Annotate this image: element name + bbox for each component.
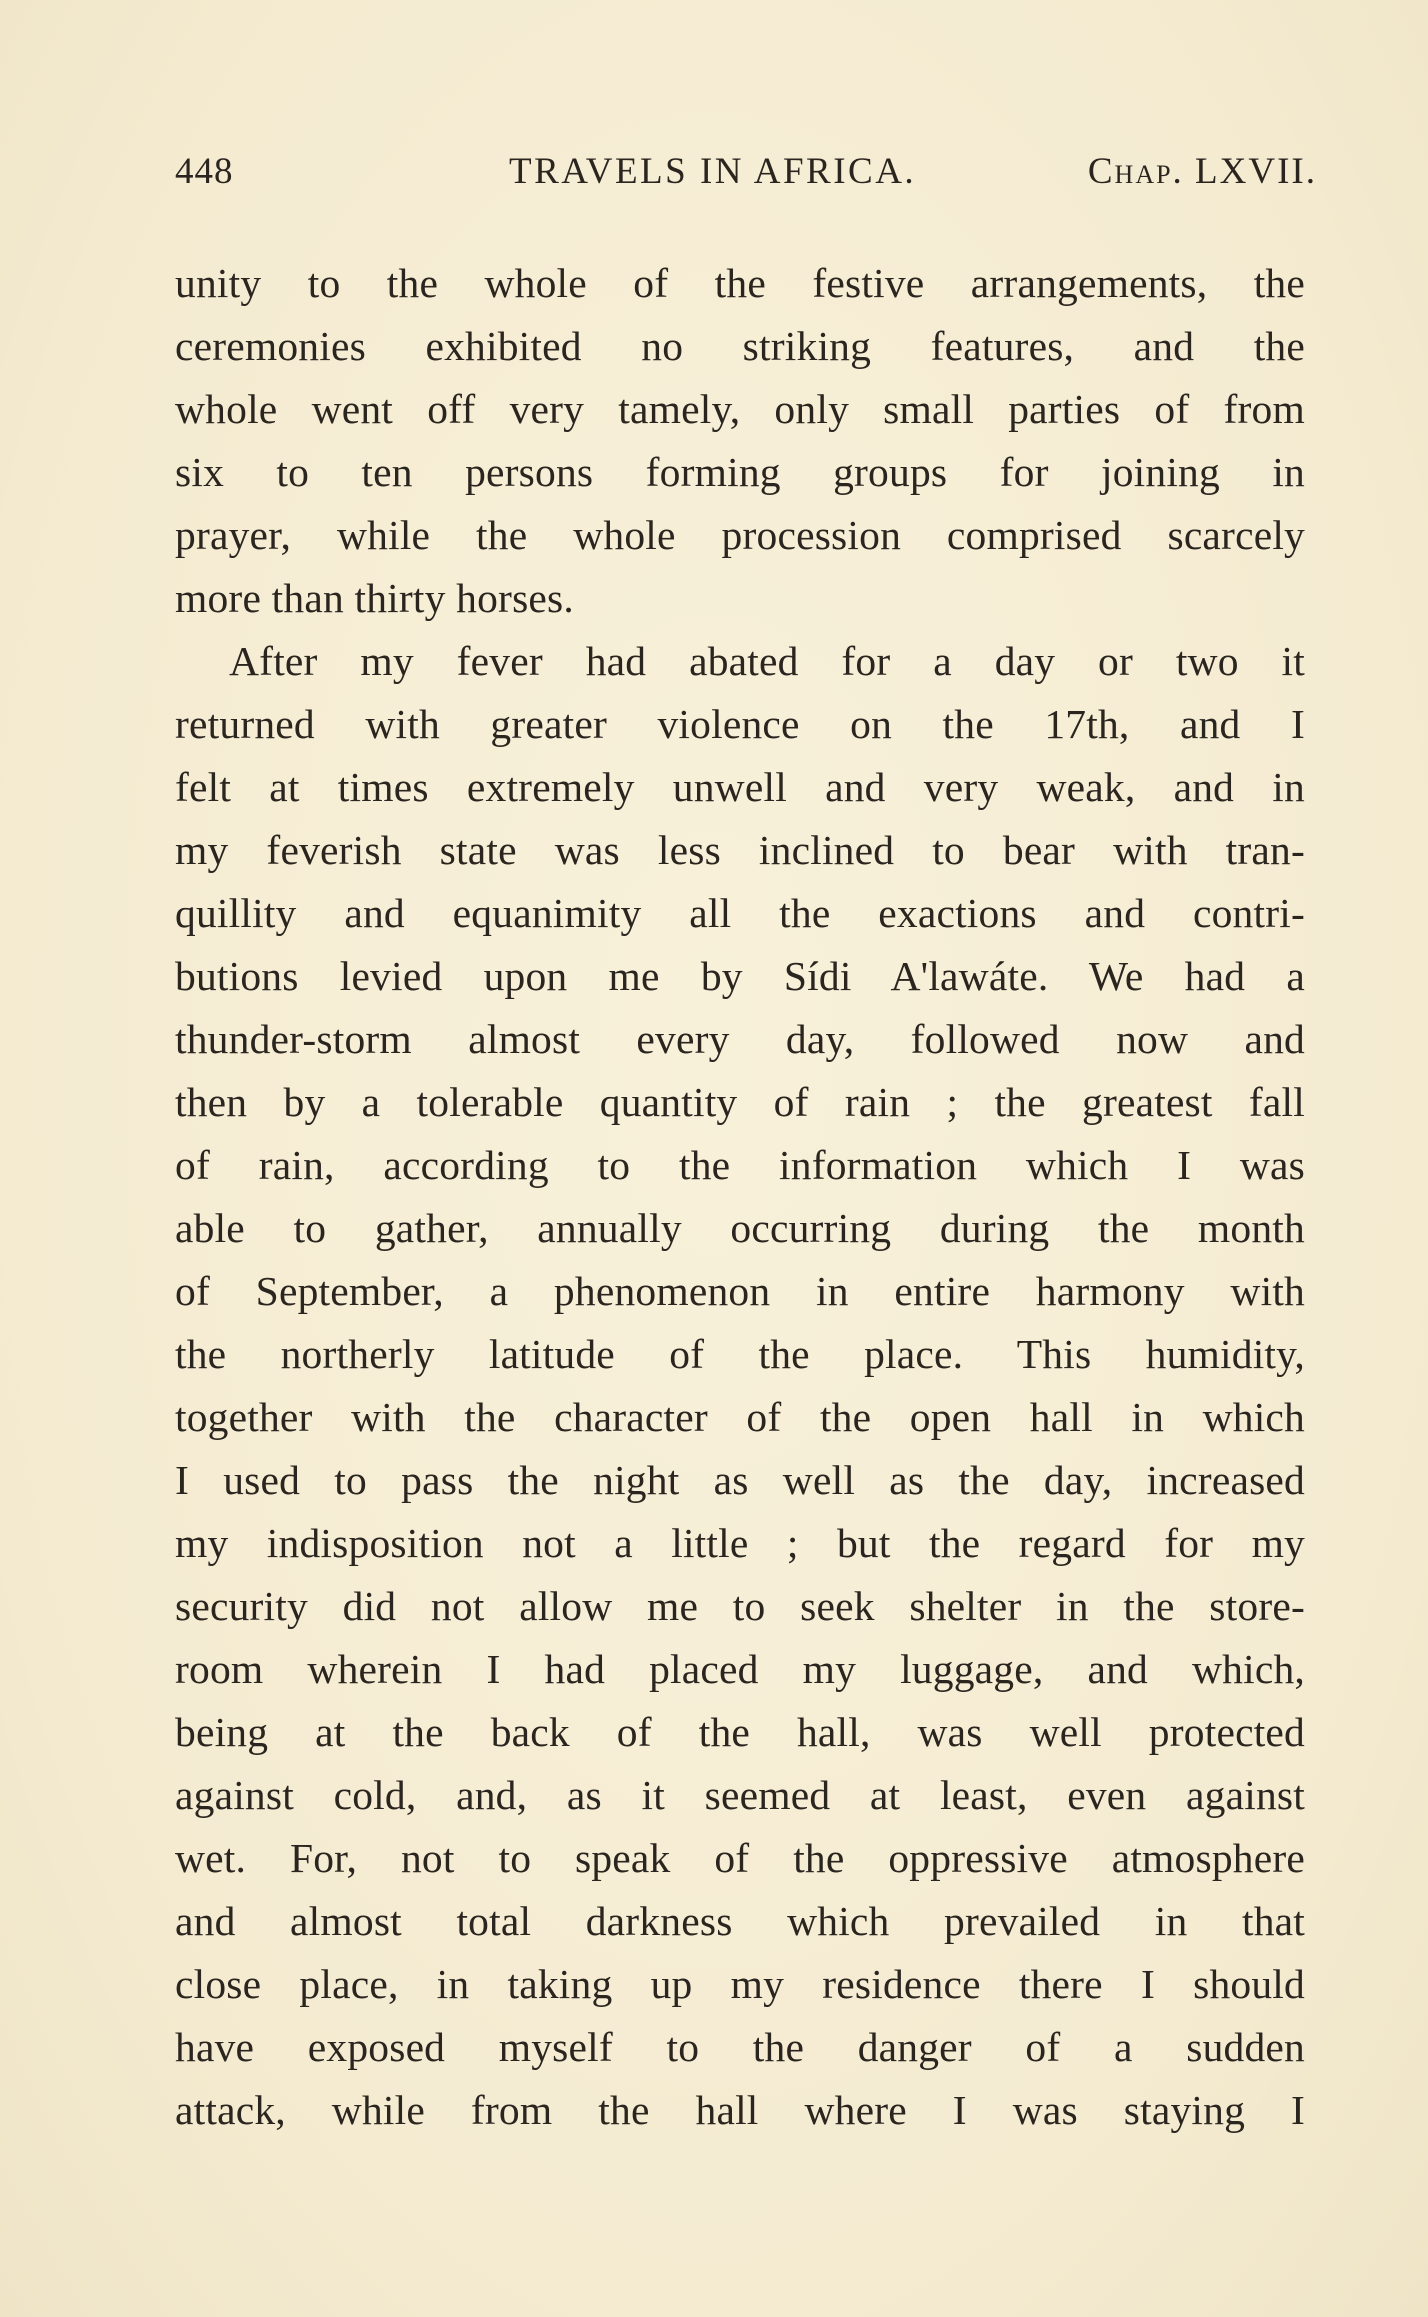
running-head	[175, 148, 1317, 196]
chapter-label: Chap. LXVII.	[1087, 151, 1317, 192]
text-line: of September, a phenomenon in entire harmony with	[175, 1268, 1305, 1314]
paragraph-end-line: more than thirty horses.	[175, 575, 574, 621]
page-number: 448	[175, 151, 234, 192]
text-line: I used to pass the night as well as the day, increased	[175, 1457, 1305, 1503]
text-line: of rain, according to the information which I was	[175, 1142, 1305, 1188]
text-line: against cold, and, as it seemed at least, even against	[175, 1772, 1305, 1818]
text-line: and almost total darkness which prevailed in that	[175, 1898, 1305, 1944]
text-line: prayer, while the whole procession comprised scarcely	[175, 512, 1305, 558]
text-line: whole went off very tamely, only small parties of from	[175, 386, 1305, 432]
text-line: have exposed myself to the danger of a sudden	[175, 2024, 1305, 2070]
text-line: ceremonies exhibited no striking features, and the	[175, 323, 1305, 369]
text-line: butions levied upon me by Sídi A'lawáte. We had a	[175, 953, 1305, 999]
text-line: wet. For, not to speak of the oppressive atmosphere	[175, 1835, 1305, 1881]
text-line: attack, while from the hall where I was staying I	[175, 2087, 1305, 2133]
text-line: my feverish state was less inclined to bear with tran-	[175, 827, 1305, 873]
text-line: close place, in taking up my residence there I should	[175, 1961, 1305, 2007]
text-line: then by a tolerable quantity of rain ; the greatest fall	[175, 1079, 1305, 1125]
text-line: my indisposition not a little ; but the regard for my	[175, 1520, 1305, 1566]
text-line: the northerly latitude of the place. This humidity,	[175, 1331, 1305, 1377]
text-line: room wherein I had placed my luggage, and which,	[175, 1646, 1305, 1692]
text-line: security did not allow me to seek shelter in the store-	[175, 1583, 1305, 1629]
text-line: six to ten persons forming groups for joining in	[175, 449, 1305, 495]
text-line: unity to the whole of the festive arrangements, the	[175, 260, 1305, 306]
body-text	[175, 252, 1305, 2142]
text-line: quillity and equanimity all the exactions and contri-	[175, 890, 1305, 936]
book-title: TRAVELS IN AFRICA.	[509, 151, 917, 192]
text-line: thunder-storm almost every day, followed now and	[175, 1016, 1305, 1062]
text-line: felt at times extremely unwell and very weak, and in	[175, 764, 1305, 810]
text-line: returned with greater violence on the 17th, and I	[175, 701, 1305, 747]
text-line: being at the back of the hall, was well protected	[175, 1709, 1305, 1755]
text-line: together with the character of the open hall in which	[175, 1394, 1305, 1440]
paragraph-start-line: After my fever had abated for a day or two it	[229, 638, 1305, 684]
text-line: able to gather, annually occurring during the month	[175, 1205, 1305, 1251]
